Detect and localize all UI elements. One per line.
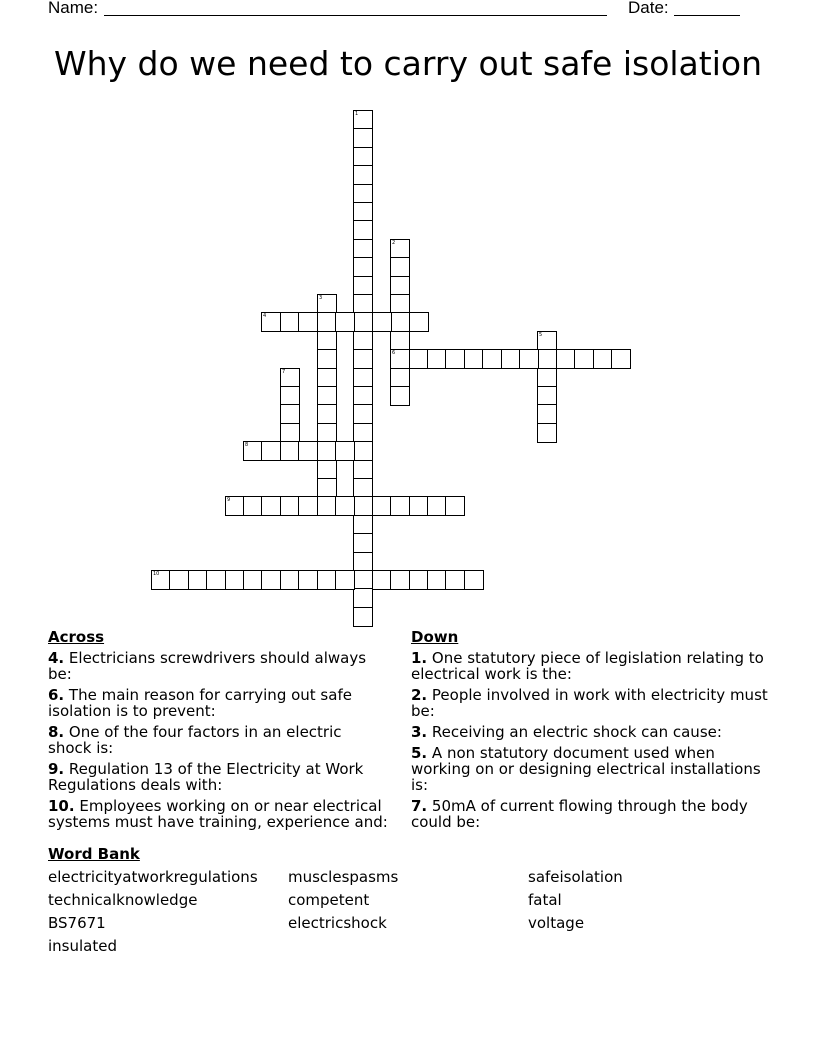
crossword-cell[interactable] xyxy=(390,239,410,259)
crossword-cell[interactable] xyxy=(390,257,410,277)
crossword-cell[interactable] xyxy=(317,386,337,406)
crossword-cell[interactable] xyxy=(390,276,410,296)
crossword-cell[interactable] xyxy=(317,478,337,498)
crossword-cell[interactable] xyxy=(353,552,373,572)
crossword-cell[interactable] xyxy=(353,276,373,296)
word-bank xyxy=(48,845,768,955)
crossword-cell[interactable] xyxy=(317,312,337,332)
clue-down-3: 3. Receiving an electric shock can cause: xyxy=(411,723,722,741)
crossword-cell[interactable] xyxy=(537,349,557,369)
crossword-cell[interactable] xyxy=(353,312,373,332)
crossword-cell[interactable] xyxy=(317,349,337,369)
crossword-cell[interactable] xyxy=(537,423,557,443)
crossword-cell[interactable] xyxy=(335,441,355,461)
clue-down-7: 7. 50mA of current flowing through the body could be: xyxy=(411,797,748,831)
crossword-cell[interactable] xyxy=(501,349,521,369)
crossword-cell[interactable] xyxy=(188,570,208,590)
word-bank-heading: Word Bank xyxy=(48,845,140,863)
crossword-cell[interactable] xyxy=(353,147,373,167)
crossword-cell[interactable] xyxy=(372,312,392,332)
across-heading: Across xyxy=(48,628,105,646)
crossword-cell[interactable] xyxy=(261,570,281,590)
crossword-cell[interactable] xyxy=(353,386,373,406)
crossword-cell[interactable] xyxy=(519,349,539,369)
clue-down-5: 5. A non statutory document used when working on or designing electrical installations is: xyxy=(411,744,761,794)
crossword-cell[interactable] xyxy=(445,496,465,516)
word-bank-column-1 xyxy=(48,867,258,959)
crossword-cell[interactable] xyxy=(482,349,502,369)
crossword-cell[interactable] xyxy=(335,570,355,590)
word-bank-item: electricityatworkregulations xyxy=(48,868,258,886)
crossword-cell[interactable] xyxy=(353,423,373,443)
clue-down-2: 2. People involved in work with electricity must be: xyxy=(411,686,768,720)
crossword-cell[interactable] xyxy=(464,570,484,590)
crossword-cell[interactable] xyxy=(353,607,373,627)
date-label: Date: xyxy=(628,0,669,17)
crossword-cell[interactable] xyxy=(243,570,263,590)
clue-number: 6 xyxy=(392,350,396,356)
crossword-cell[interactable] xyxy=(390,368,410,388)
crossword-cell[interactable] xyxy=(390,312,410,332)
clue-across-8: 8. One of the four factors in an electric shock is: xyxy=(48,723,342,757)
crossword-cell[interactable] xyxy=(390,294,410,314)
crossword-cell[interactable] xyxy=(390,496,410,516)
word-bank-item: electricshock xyxy=(288,914,387,932)
crossword-cell[interactable] xyxy=(593,349,613,369)
crossword-cell[interactable] xyxy=(427,570,447,590)
crossword-cell[interactable] xyxy=(335,312,355,332)
crossword-cell[interactable] xyxy=(427,496,447,516)
crossword-cell[interactable] xyxy=(353,331,373,351)
word-bank-item: musclespasms xyxy=(288,868,399,886)
word-bank-item: BS7671 xyxy=(48,914,106,932)
clue-across-10: 10. Employees working on or near electrical systems must have training, experience and: xyxy=(48,797,388,831)
crossword-cell[interactable] xyxy=(317,368,337,388)
crossword-cell[interactable] xyxy=(427,349,447,369)
crossword-cell[interactable] xyxy=(464,349,484,369)
crossword-cell[interactable] xyxy=(353,533,373,553)
crossword-cell[interactable] xyxy=(574,349,594,369)
crossword-cell[interactable] xyxy=(225,570,245,590)
crossword-cell[interactable] xyxy=(537,368,557,388)
crossword-cell[interactable] xyxy=(556,349,576,369)
crossword-cell[interactable] xyxy=(280,570,300,590)
crossword-cell[interactable] xyxy=(409,496,429,516)
crossword-cell[interactable] xyxy=(317,496,337,516)
crossword-cell[interactable] xyxy=(298,441,318,461)
crossword-cell[interactable] xyxy=(372,570,392,590)
crossword-cell[interactable] xyxy=(390,349,410,369)
word-bank-item: competent xyxy=(288,891,370,909)
clue-across-4: 4. Electricians screwdrivers should always be: xyxy=(48,649,367,683)
crossword-cell[interactable] xyxy=(353,349,373,369)
crossword-cell[interactable] xyxy=(409,349,429,369)
word-bank-item: fatal xyxy=(528,891,562,909)
crossword-cell[interactable] xyxy=(317,460,337,480)
down-heading: Down xyxy=(411,628,459,646)
crossword-cell[interactable] xyxy=(445,349,465,369)
crossword-cell[interactable] xyxy=(353,570,373,590)
crossword-cell[interactable] xyxy=(537,331,557,351)
crossword-cell[interactable] xyxy=(611,349,631,369)
crossword-cell[interactable] xyxy=(353,588,373,608)
word-bank-item: voltage xyxy=(528,914,585,932)
crossword-cell[interactable] xyxy=(537,404,557,424)
crossword-cell[interactable] xyxy=(353,478,373,498)
crossword-cell[interactable] xyxy=(353,184,373,204)
clue-across-9: 9. Regulation 13 of the Electricity at Work Regulations deals with: xyxy=(48,760,364,794)
crossword-cell[interactable] xyxy=(353,202,373,222)
name-label: Name: xyxy=(48,0,99,17)
crossword-cell[interactable] xyxy=(317,423,337,443)
crossword-cell[interactable] xyxy=(353,257,373,277)
crossword-cell[interactable] xyxy=(353,404,373,424)
crossword-cell[interactable] xyxy=(353,368,373,388)
crossword-cell[interactable] xyxy=(243,496,263,516)
clue-number: 7 xyxy=(282,369,286,375)
word-bank-column-3 xyxy=(528,867,623,936)
crossword-cell[interactable] xyxy=(280,312,300,332)
crossword-cell[interactable] xyxy=(243,441,263,461)
crossword-cell[interactable] xyxy=(317,441,337,461)
crossword-cell[interactable] xyxy=(353,220,373,240)
crossword-cell[interactable] xyxy=(537,386,557,406)
word-bank-item: insulated xyxy=(48,937,117,955)
crossword-cell[interactable] xyxy=(317,331,337,351)
crossword-cell[interactable] xyxy=(280,404,300,424)
crossword-cell[interactable] xyxy=(372,496,392,516)
crossword-cell[interactable] xyxy=(261,496,281,516)
crossword-cell[interactable] xyxy=(280,441,300,461)
crossword-cell[interactable] xyxy=(151,570,171,590)
crossword-cell[interactable] xyxy=(169,570,189,590)
crossword-cell[interactable] xyxy=(353,515,373,535)
clue-number: 8 xyxy=(245,442,249,448)
clue-number: 5 xyxy=(539,332,543,338)
crossword-cell[interactable] xyxy=(353,239,373,259)
crossword-cell[interactable] xyxy=(317,570,337,590)
down-clues xyxy=(411,629,771,835)
crossword-cell[interactable] xyxy=(390,386,410,406)
crossword-cell[interactable] xyxy=(298,570,318,590)
clue-number: 2 xyxy=(392,240,396,246)
clue-number: 9 xyxy=(227,497,231,503)
word-bank-item: technicalknowledge xyxy=(48,891,198,909)
crossword-cell[interactable] xyxy=(353,294,373,314)
crossword-cell[interactable] xyxy=(261,441,281,461)
crossword-cell[interactable] xyxy=(390,331,410,351)
crossword-cell[interactable] xyxy=(225,496,245,516)
word-bank-item: safeisolation xyxy=(528,868,623,886)
word-bank-column-2 xyxy=(288,867,398,936)
crossword-cell[interactable] xyxy=(280,386,300,406)
clue-number: 10 xyxy=(153,571,160,577)
crossword-cell[interactable] xyxy=(353,110,373,130)
clue-down-1: 1. One statutory piece of legislation relating to electrical work is the: xyxy=(411,649,764,683)
crossword-cell[interactable] xyxy=(298,312,318,332)
across-clues xyxy=(48,629,388,835)
crossword-cell[interactable] xyxy=(353,441,373,461)
crossword-cell[interactable] xyxy=(353,460,373,480)
crossword-cell[interactable] xyxy=(353,496,373,516)
crossword-cell[interactable] xyxy=(409,312,429,332)
crossword-cell[interactable] xyxy=(317,404,337,424)
clue-across-6: 6. The main reason for carrying out safe isolation is to prevent: xyxy=(48,686,352,720)
crossword-cell[interactable] xyxy=(353,165,373,185)
crossword-cell[interactable] xyxy=(298,496,318,516)
clue-number: 4 xyxy=(263,313,267,319)
clue-number: 3 xyxy=(319,295,323,301)
crossword-cell[interactable] xyxy=(206,570,226,590)
crossword-cell[interactable] xyxy=(280,368,300,388)
crossword-cell[interactable] xyxy=(445,570,465,590)
crossword-cell[interactable] xyxy=(280,496,300,516)
crossword-cell[interactable] xyxy=(335,496,355,516)
crossword-cell[interactable] xyxy=(409,570,429,590)
crossword-cell[interactable] xyxy=(353,128,373,148)
crossword-cell[interactable] xyxy=(390,570,410,590)
crossword-cell[interactable] xyxy=(317,294,337,314)
clue-number: 1 xyxy=(355,111,359,117)
crossword-cell[interactable] xyxy=(261,312,281,332)
crossword-cell[interactable] xyxy=(280,423,300,443)
page-title: Why do we need to carry out safe isolation xyxy=(53,44,762,83)
